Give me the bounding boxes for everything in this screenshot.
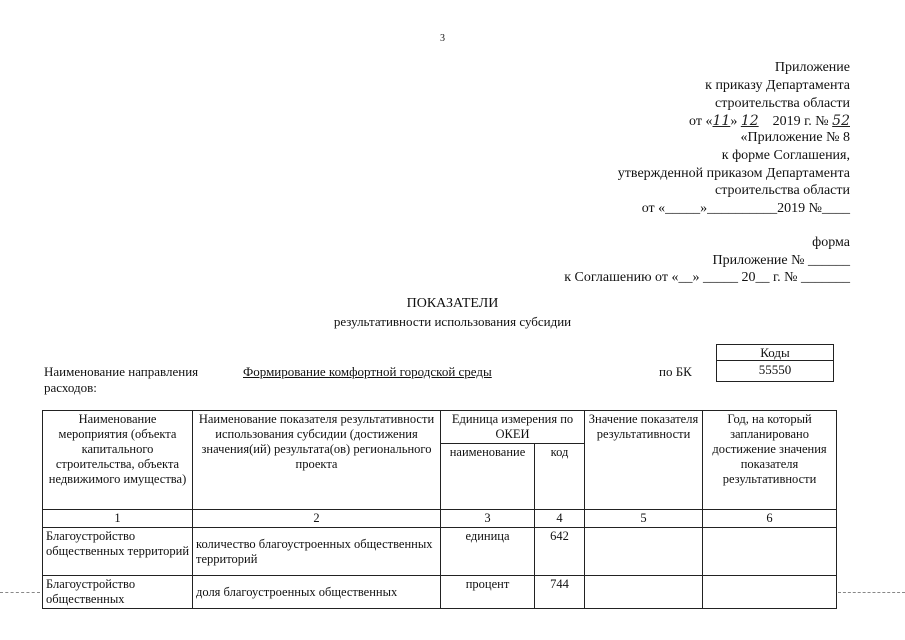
header-value: Значение показателя результативности (585, 411, 703, 510)
page-title: ПОКАЗАТЕЛИ (406, 296, 499, 311)
cell-indicator: доля благоустроенных общественных (193, 576, 441, 609)
header-indicator: Наименование показателя результативности использования субсидии (достижения значения(ий) результата(ов) регионального проекта (193, 411, 441, 510)
table-row (43, 528, 837, 576)
codes-box (716, 344, 834, 382)
direction-label: Наименование направления (44, 364, 199, 379)
cell-code: 642 (535, 528, 585, 576)
scan-artifact-line (0, 592, 40, 594)
form-appendix: Приложение № ______ (712, 253, 850, 268)
header-unit-group: Единица измерения по ОКЕИ (441, 411, 585, 444)
header-unit-code: код (535, 444, 585, 510)
direction-value: Формирование комфортной городской среды (243, 364, 492, 379)
column-number: 4 (535, 510, 585, 528)
header-line: Приложение (774, 60, 850, 75)
cell-unit: процент (441, 576, 535, 609)
cell-value (585, 576, 703, 609)
cell-code: 744 (535, 576, 585, 609)
cell-indicator: количество благоустроенных общественных территорий (193, 528, 441, 576)
form-label: форма (812, 235, 850, 250)
column-numbers-row (43, 510, 837, 528)
column-number: 2 (193, 510, 441, 528)
column-number: 3 (441, 510, 535, 528)
handwritten-day: 11 (712, 113, 731, 129)
table-row (43, 576, 837, 609)
header-line: к приказу Департамента (705, 78, 850, 93)
header-line: строительства области (715, 183, 850, 198)
cell-unit: единица (441, 528, 535, 576)
codes-header: Коды (717, 345, 833, 361)
handwritten-number: 52 (832, 113, 850, 129)
table-header-row (43, 411, 837, 444)
header-line: от «_____»__________2019 №____ (641, 201, 850, 216)
header-line: «Приложение № 8 (740, 130, 850, 145)
order-date-line: от «11» 12 2019 г. № 52 (689, 113, 850, 129)
header-year: Год, на который запланировано достижение значения показателя результативности (703, 411, 837, 510)
page-subtitle: результативности использования субсидии (333, 314, 572, 329)
cell-value (585, 528, 703, 576)
cell-event: Благоустройство общественных территорий (43, 528, 193, 576)
direction-label-cont: расходов: (44, 380, 97, 395)
header-event: Наименование мероприятия (объекта капитального строительства, объекта недвижимого имущества) (43, 411, 193, 510)
header-line: строительства области (715, 96, 850, 111)
column-number: 6 (703, 510, 837, 528)
column-number: 1 (43, 510, 193, 528)
indicators-table (42, 410, 837, 609)
scan-artifact-line (838, 592, 905, 594)
cell-year (703, 576, 837, 609)
form-agreement: к Соглашению от «__» _____ 20__ г. № _______ (564, 270, 850, 285)
page-number: 3 (440, 33, 445, 44)
header-line: утвержденной приказом Департамента (617, 166, 850, 181)
header-unit-name: наименование (441, 444, 535, 510)
code-value: 55550 (758, 362, 792, 377)
handwritten-month: 12 (740, 113, 759, 129)
bk-label: по БК (659, 364, 692, 379)
cell-year (703, 528, 837, 576)
header-line: к форме Соглашения, (721, 148, 850, 163)
column-number: 5 (585, 510, 703, 528)
cell-event: Благоустройство общественных (43, 576, 193, 609)
